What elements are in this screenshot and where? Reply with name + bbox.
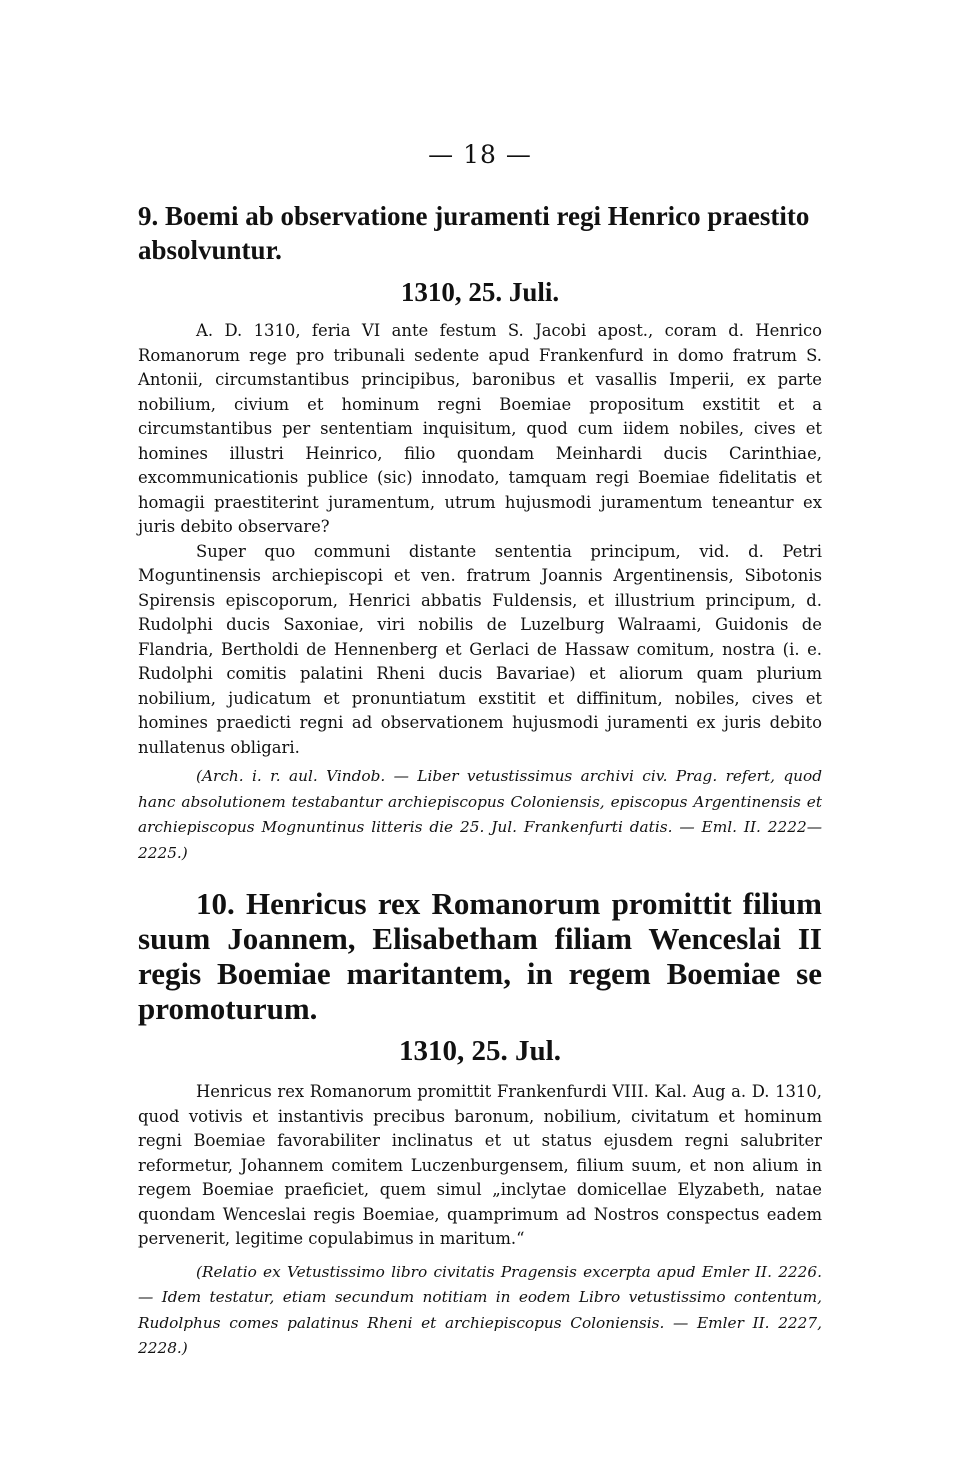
section-9-paragraph-1: A. D. 1310, feria VI ante festum S. Jacobi apost., coram d. Henrico Romanorum rege pro tribunali sedente apud Frankenfurd in domo fratrum S. Antonii, circumstantibus principibus, baronibus et vasallis Imperii, ex parte nobilium, civium et hominum regni Boemiae propositum exstitit et a circumstantibus per sententiam inquisitum, quod cum iidem nobiles, cives et homines illustri Heinrico, filio quondam Meinhardi ducis Carinthiae, excommunicationis publice (sic) innodato, tamquam regi Boemiae fidelitatis et homagii praestiterint juramentum, utrum hujusmodi juramentum teneantur ex juris debito observare? [138,321,822,536]
section-10-title-text: Henricus rex Romanorum promittit filium suum Joannem, Elisabetham filiam Wenceslai II regis Boemiae maritantem, in regem Boemiae se promoturum. [138,886,823,1026]
page-number: — 18 — [428,140,532,169]
section-10-date: 1310, 25. Jul. [399,1035,561,1067]
document-page [138,140,822,1362]
section-9-paragraph-2: Super quo communi distante sententia principum, vid. d. Petri Moguntinensis archiepiscopi et ven. fratrum Joannis Argentinensis, Sibotonis Spirensis episcoporum, Henrici abbatis Fuldensis, et illustrium principum, d. Rudolphi ducis Saxoniae, viri nobilis de Luzelburg Walraami, Guidonis de Flandria, Bertholdi de Hennenberg et Gerlaci de Hassaw comitum, nostra (i. e. Rudolphi comitis palatini Rheni ducis Bavariae) et aliorum quam plurium nobilium, judicatum et pronuntiatum exstitit et diffinitum, nobiles, cives et homines praedicti regni ad observationem hujusmodi juramenti ex juris debito nullatenus obligari. [138,541,822,757]
section-10-title [138,886,822,1026]
section-9-source-note: (Arch. i. r. aul. Vindob. — Liber vetustissimus archivi civ. Prag. refert, quod hanc absolutionem testabantur archiepiscopus Coloniensis, episcopus Argentinensis et archiepiscopus Mognuntinus litteris die 25. Jul. Frankenfurti datis. — Eml. II. 2222—2225.) [138,767,822,862]
section-9-date: 1310, 25. Juli. [400,277,560,307]
section-9-title: 9. Boemi ab observatione juramenti regi Henrico praestito absolvuntur. [138,201,810,265]
section-10-number: 10. [196,886,235,921]
section-10-source-note: (Relatio ex Vetustissimo libro civitatis Pragensis excerpta apud Emler II. 2226. — Idem testatur, etiam secundum notitiam in eodem Libro vetustissimo contentum, Rudolphus comes palatinus Rheni et archiepiscopus Coloniensis. — Emler II. 2227, 2228.) [138,1262,822,1357]
section-10-paragraph: Henricus rex Romanorum promittit Frankenfurdi VIII. Kal. Aug a. D. 1310, quod votivis et instantivis precibus baronum, nobilium, civitatum et hominum regni Boemiae favorabiliter inclinatus et ut status ejusdem regni salubriter reformetur, Johannem comitem Luczenburgensem, filium suum, et non alium in regem Boemiae praeficiet, quem simul „inclytae domicellae Elyzabeth, natae quondam Wenceslai regis Boemiae, quamprimum ad Nostros conspectus eadem pervenerit, legitime copulabimus in maritum.“ [138,1082,822,1248]
